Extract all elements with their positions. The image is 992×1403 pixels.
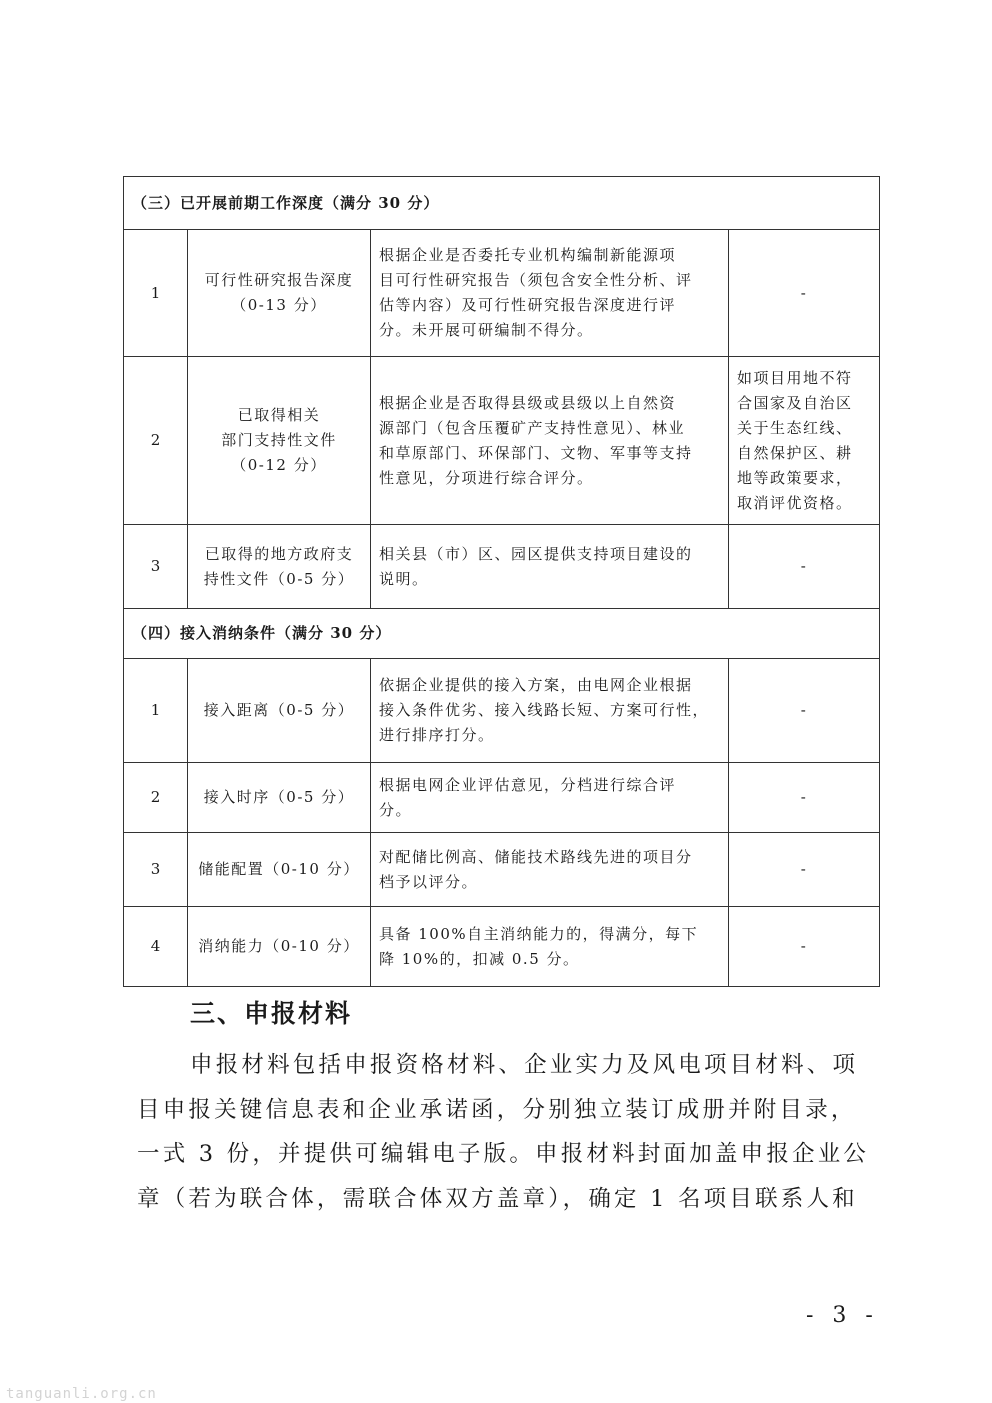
row-number: 2 [124,763,188,833]
table-row [124,230,880,357]
criterion-note: - [729,833,880,907]
section-header-row [124,609,880,659]
paragraph-line: 章（若为联合体，需联合体双方盖章），确定 1 名项目联系人和 [137,1185,858,1212]
criterion-name: 可行性研究报告深度 （0-13 分） [188,230,371,357]
criterion-name: 储能配置（0-10 分） [188,833,371,907]
page-number: - 3 - [806,1303,879,1328]
criterion-note: - [729,907,880,987]
criterion-description: 依据企业提供的接入方案，由电网企业根据 接入条件优劣、接入线路长短、方案可行性， 进行排序打分。 [371,659,729,763]
watermark: tanguanli.org.cn [6,1386,157,1402]
section-header-row [124,177,880,230]
criterion-note: - [729,525,880,609]
section-heading: 三、申报材料 [190,999,353,1028]
criterion-description: 相关县（市）区、园区提供支持项目建设的 说明。 [371,525,729,609]
criterion-name: 消纳能力（0-10 分） [188,907,371,987]
row-number: 1 [124,230,188,357]
criterion-name: 接入距离（0-5 分） [188,659,371,763]
table-row [124,357,880,525]
criterion-description: 根据电网企业评估意见，分档进行综合评 分。 [371,763,729,833]
scoring-table [123,176,880,987]
criterion-note: - [729,763,880,833]
criterion-note: - [729,230,880,357]
criterion-description: 根据企业是否委托专业机构编制新能源项 目可行性研究报告（须包含安全性分析、评 估等内容）及可行性研究报告深度进行评 分。未开展可研编制不得分。 [371,230,729,357]
criterion-note: 如项目用地不符 合国家及自治区 关于生态红线、 自然保护区、耕 地等政策要求， 取消评优资格。 [729,357,880,525]
table-row [124,763,880,833]
row-number: 2 [124,357,188,525]
row-number: 1 [124,659,188,763]
row-number: 3 [124,525,188,609]
section-3-header: （三）已开展前期工作深度（满分 30 分） [124,177,880,230]
section-4-header: （四）接入消纳条件（满分 30 分） [124,609,880,659]
table-row [124,659,880,763]
criterion-note: - [729,659,880,763]
paragraph-line: 目申报关键信息表和企业承诺函，分别独立装订成册并附目录， [137,1096,857,1123]
criterion-description: 具备 100%自主消纳能力的，得满分，每下 降 10%的，扣减 0.5 分。 [371,907,729,987]
criterion-name: 已取得的地方政府支 持性文件（0-5 分） [188,525,371,609]
criterion-name: 已取得相关 部门支持性文件 （0-12 分） [188,357,371,525]
table-row [124,907,880,987]
criterion-description: 根据企业是否取得县级或县级以上自然资 源部门（包含压覆矿产支持性意见）、林业 和草原部门、环保部门、文物、军事等支持 性意见，分项进行综合评分。 [371,357,729,525]
table-row [124,833,880,907]
criterion-description: 对配储比例高、储能技术路线先进的项目分 档予以评分。 [371,833,729,907]
table-row [124,525,880,609]
row-number: 4 [124,907,188,987]
row-number: 3 [124,833,188,907]
body-paragraph [137,1043,877,1221]
paragraph-line: 一式 3 份，并提供可编辑电子版。申报材料封面加盖申报企业公 [137,1141,870,1167]
paragraph-line: 申报材料包括申报资格材料、企业实力及风电项目材料、项 [190,1052,859,1078]
criterion-name: 接入时序（0-5 分） [188,763,371,833]
